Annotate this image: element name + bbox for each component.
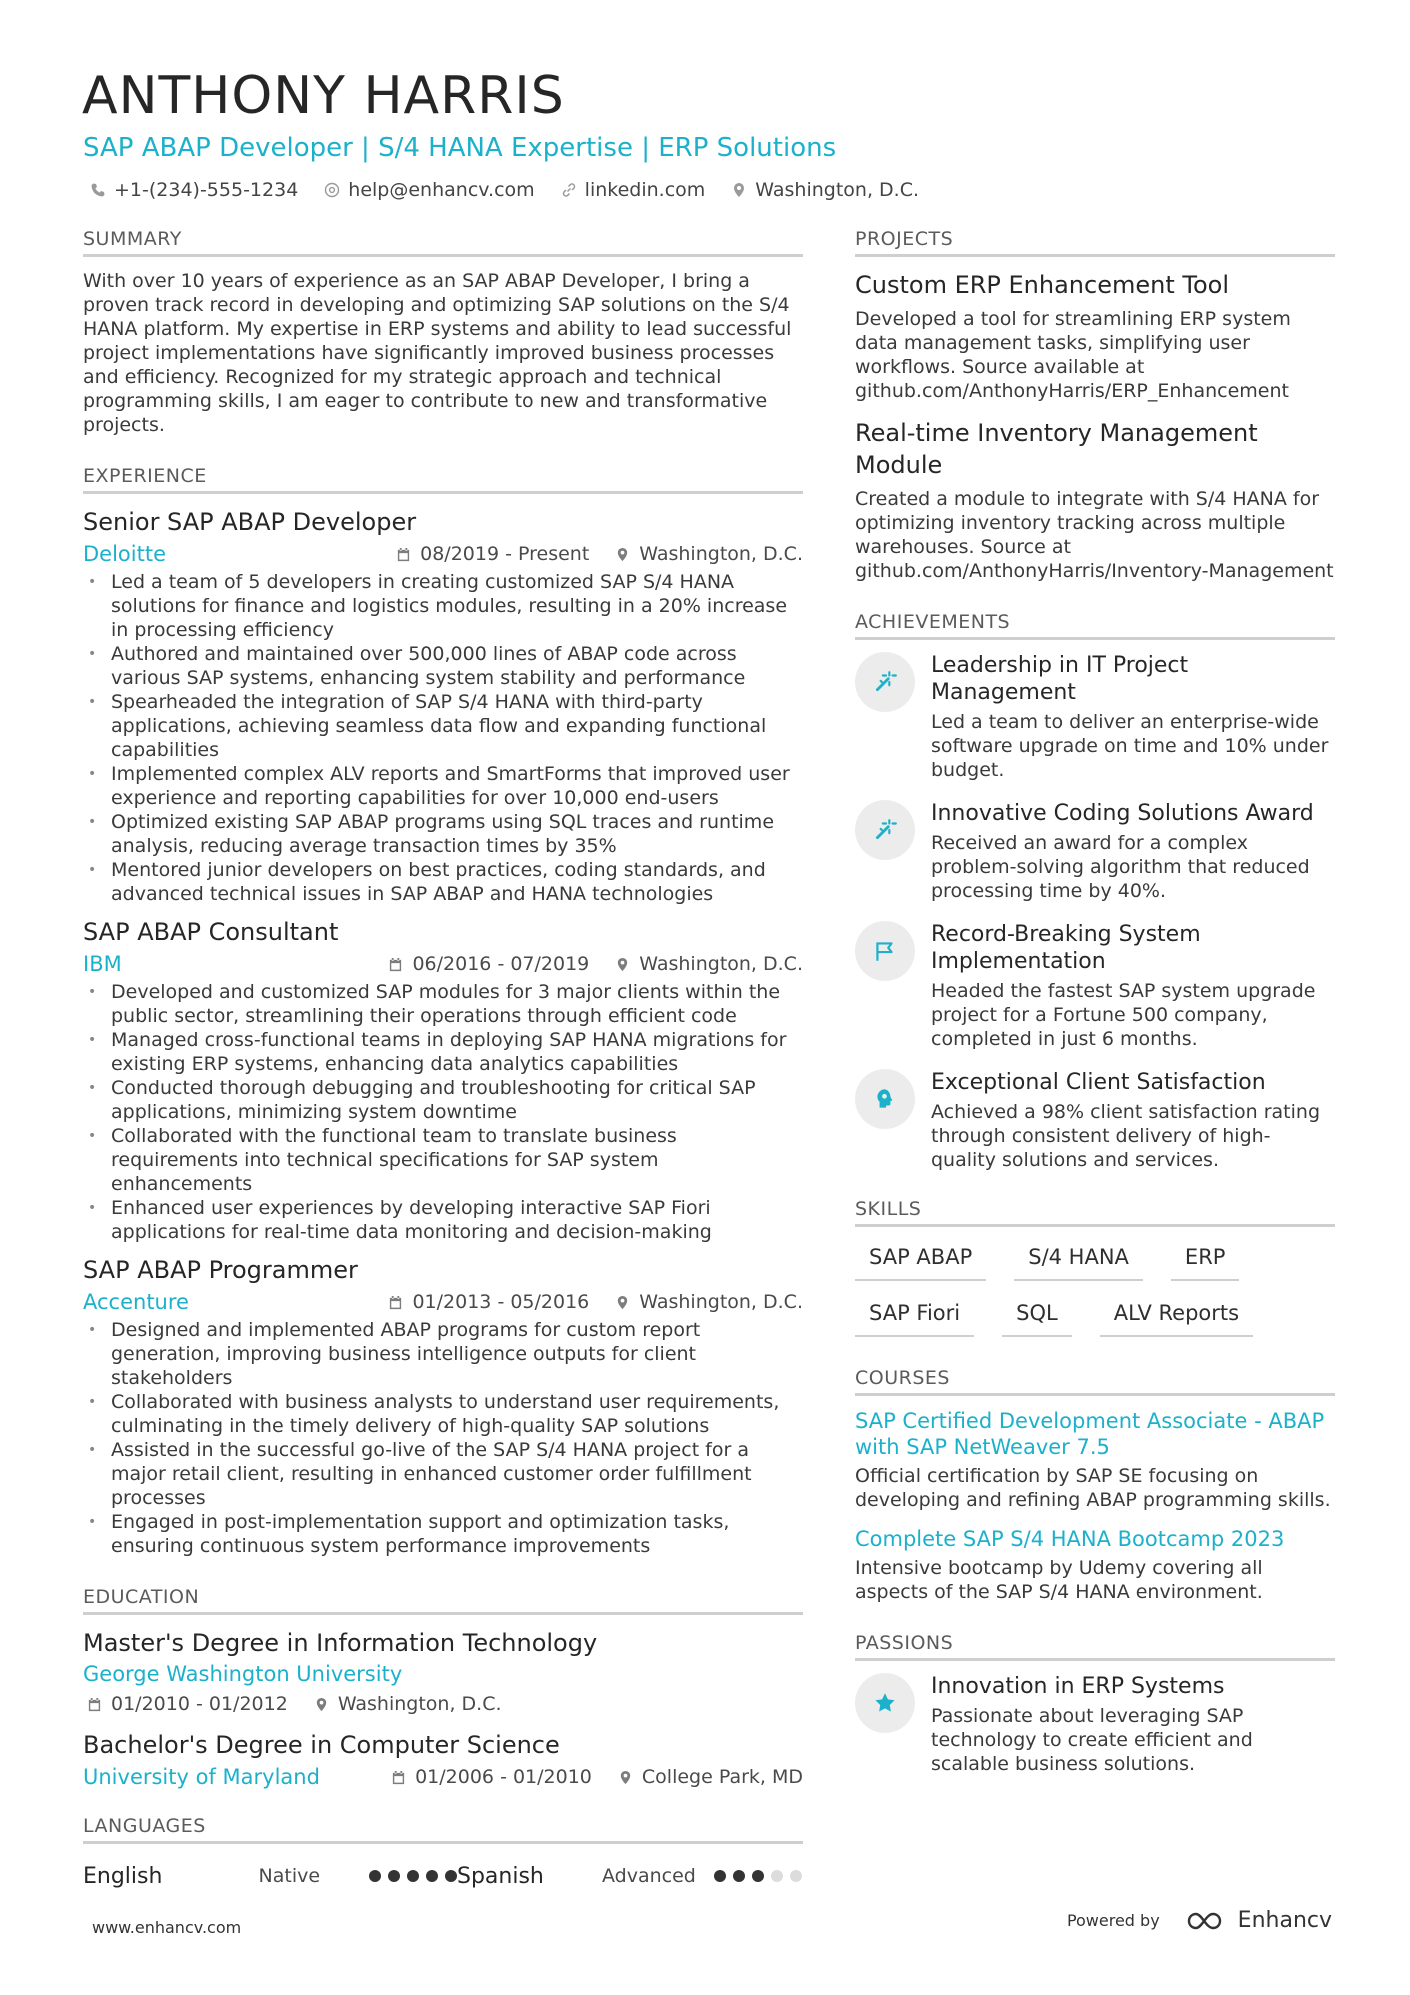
head-idea-icon	[872, 1086, 898, 1112]
job-meta	[83, 1286, 803, 1318]
project-description: Created a module to integrate with S/4 HANA for optimizing inventory tracking across multiple warehouses. Source at github.com/AnthonyHarris/Inventory-Management	[855, 488, 1334, 582]
skills-heading: SKILLS	[855, 1198, 1335, 1227]
at-icon	[324, 182, 340, 198]
job-meta	[83, 538, 803, 570]
language-level: Advanced	[602, 1865, 696, 1887]
project-title: Custom ERP Enhancement Tool	[855, 271, 1229, 299]
rating-dot	[771, 1870, 783, 1882]
education-location	[618, 1766, 803, 1788]
company-name: Deloitte	[83, 542, 166, 566]
calendar-icon	[87, 1697, 102, 1712]
achievement-entry	[855, 921, 1335, 1051]
passion-icon-wrap	[855, 1673, 915, 1733]
rating-dot	[714, 1870, 726, 1882]
achievement-entry	[855, 1069, 1335, 1172]
contact-linkedin	[561, 179, 706, 201]
rating-dot	[407, 1870, 419, 1882]
job-bullet: • Spearheaded the integration of SAP S/4 HANA with third-party applications, achieving seamless data flow and expanding functional capabilities	[83, 690, 803, 762]
language-level: Native	[258, 1865, 321, 1887]
job-entry	[83, 1254, 803, 1558]
powered-by-label: Powered by	[1066, 1911, 1160, 1930]
achievement-icon-wrap	[855, 800, 915, 860]
job-meta-right	[388, 1291, 803, 1313]
magic-wand-icon	[872, 817, 898, 843]
language-name: English	[83, 1863, 163, 1889]
achievement-entry	[855, 652, 1335, 782]
passion-description: Passionate about leveraging SAP technology to create efficient and scalable business solutions.	[931, 1705, 1253, 1775]
footer-branding	[1067, 1908, 1332, 1933]
education-location	[314, 1693, 502, 1715]
course-description: Official certification by SAP SE focusing on developing and refining ABAP programming skills.	[855, 1465, 1331, 1511]
education-location-text: College Park, MD	[641, 1766, 803, 1788]
passion-title: Innovation in ERP Systems	[931, 1674, 1225, 1699]
school-name: University of Maryland	[83, 1765, 320, 1789]
calendar-icon	[391, 1770, 406, 1785]
star-icon	[872, 1690, 898, 1716]
education-dates	[391, 1766, 592, 1788]
job-title: SAP ABAP Consultant	[83, 918, 339, 946]
education-heading: EDUCATION	[83, 1586, 803, 1615]
job-title: Senior SAP ABAP Developer	[83, 508, 417, 536]
job-bullets	[83, 570, 803, 906]
phone-text[interactable]: +1-(234)-555-1234	[114, 179, 299, 201]
education-dates-text: 01/2010 - 01/2012	[111, 1693, 288, 1715]
rating-dot	[369, 1870, 381, 1882]
language-rating	[369, 1870, 457, 1882]
achievement-icon-wrap	[855, 652, 915, 712]
course-description: Intensive bootcamp by Udemy covering all aspects of the SAP S/4 HANA environment.	[855, 1557, 1263, 1603]
job-bullet: • Designed and implemented ABAP programs for custom report generation, improving business intelligence outputs for client stakeholders	[83, 1318, 803, 1390]
achievement-description: Received an award for a complex problem-solving algorithm that reduced processing time by 40%.	[931, 832, 1310, 902]
email-text[interactable]: help@enhancv.com	[348, 179, 535, 201]
course-title[interactable]: Complete SAP S/4 HANA Bootcamp 2023	[855, 1527, 1285, 1551]
contact-phone	[90, 179, 298, 201]
job-bullet: • Conducted thorough debugging and troubleshooting for critical SAP applications, minimizing system downtime	[83, 1076, 803, 1124]
candidate-name: ANTHONY HARRIS	[82, 66, 565, 126]
achievement-entry	[855, 800, 1335, 903]
language-item	[457, 1864, 803, 1889]
achievement-body	[931, 800, 1335, 903]
candidate-headline: SAP ABAP Developer | S/4 HANA Expertise | ERP Solutions	[83, 133, 837, 163]
degree-title: Master's Degree in Information Technology	[83, 1629, 598, 1657]
job-meta-right	[396, 543, 803, 565]
summary-heading: SUMMARY	[83, 228, 803, 257]
map-pin-icon	[618, 1770, 633, 1785]
achievement-icon-wrap	[855, 1069, 915, 1129]
contact-location	[731, 179, 919, 201]
education-entry	[83, 1729, 803, 1793]
passions-heading: PASSIONS	[855, 1632, 1335, 1661]
projects-heading: PROJECTS	[855, 228, 1335, 257]
languages-row	[83, 1856, 803, 1896]
right-column	[855, 228, 1335, 1794]
job-bullet: • Enhanced user experiences by developing interactive SAP Fiori applications for real-time data monitoring and decision-making	[83, 1196, 803, 1244]
rating-dot	[388, 1870, 400, 1882]
map-pin-icon	[615, 547, 630, 562]
skills-list	[855, 1239, 1335, 1337]
language-name: Spanish	[457, 1863, 544, 1889]
enhancv-logo-icon	[1186, 1910, 1230, 1932]
rating-dot	[790, 1870, 802, 1882]
rating-dot	[426, 1870, 438, 1882]
project-entry	[855, 269, 1335, 403]
job-dates	[388, 953, 589, 975]
achievement-title: Exceptional Client Satisfaction	[931, 1070, 1266, 1095]
education-entry	[83, 1627, 803, 1719]
education-meta-right	[391, 1766, 803, 1788]
magic-wand-icon	[872, 669, 898, 695]
education-meta	[83, 1689, 803, 1719]
education-dates	[87, 1693, 288, 1715]
map-pin-icon	[314, 1697, 329, 1712]
skill-tag: SQL	[1002, 1301, 1072, 1337]
job-bullet: • Managed cross-functional teams in deploying SAP HANA migrations for existing ERP systems, enhancing data analytics capabilities	[83, 1028, 803, 1076]
skill-tag: SAP ABAP	[855, 1245, 986, 1281]
map-pin-icon	[731, 182, 747, 198]
achievement-body	[931, 921, 1335, 1051]
link-icon	[561, 182, 577, 198]
achievement-body	[931, 652, 1335, 782]
map-pin-icon	[615, 1295, 630, 1310]
job-bullet: • Collaborated with the functional team to translate business requirements into technical specifications for SAP system enhancements	[83, 1124, 803, 1196]
skill-tag: ALV Reports	[1100, 1301, 1253, 1337]
job-bullet: • Engaged in post-implementation support and optimization tasks, ensuring continuous system performance improvements	[83, 1510, 803, 1558]
job-meta-right	[388, 953, 803, 975]
achievement-body	[931, 1069, 1335, 1172]
job-bullet: • Collaborated with business analysts to understand user requirements, culminating in the timely delivery of high-quality SAP solutions	[83, 1390, 803, 1438]
skill-tag: SAP Fiori	[855, 1301, 974, 1337]
achievement-description: Led a team to deliver an enterprise-wide software upgrade on time and 10% under budget.	[931, 711, 1329, 781]
achievement-title: Leadership in IT Project Management	[931, 653, 1189, 705]
education-location-text: Washington, D.C.	[337, 1693, 502, 1715]
linkedin-text[interactable]: linkedin.com	[584, 179, 706, 201]
skill-tag: S/4 HANA	[1014, 1245, 1143, 1281]
job-bullets	[83, 1318, 803, 1558]
achievement-description: Achieved a 98% client satisfaction rating through consistent delivery of high-quality solutions and services.	[931, 1101, 1320, 1171]
achievement-title: Record-Breaking System Implementation	[931, 922, 1201, 974]
language-item	[83, 1864, 457, 1889]
job-meta	[83, 948, 803, 980]
contact-row	[90, 179, 919, 201]
rating-dot	[752, 1870, 764, 1882]
courses-heading: COURSES	[855, 1367, 1335, 1396]
course-entry	[855, 1408, 1335, 1512]
job-bullet: • Optimized existing SAP ABAP programs using SQL traces and runtime analysis, reducing average transaction times by 35%	[83, 810, 803, 858]
job-location-text: Washington, D.C.	[639, 543, 803, 565]
job-bullet: • Authored and maintained over 500,000 lines of ABAP code across various SAP systems, enhancing system stability and performance	[83, 642, 803, 690]
footer-website[interactable]: www.enhancv.com	[92, 1918, 242, 1937]
language-rating	[714, 1870, 802, 1882]
experience-heading: EXPERIENCE	[83, 465, 803, 494]
job-dates	[388, 1291, 589, 1313]
job-bullet: • Developed and customized SAP modules for 3 major clients within the public sector, streamlining their operations through efficient code	[83, 980, 803, 1028]
flag-icon	[872, 938, 898, 964]
rating-dot	[733, 1870, 745, 1882]
job-entry	[83, 916, 803, 1244]
education-meta	[83, 1761, 803, 1793]
calendar-icon	[396, 547, 411, 562]
project-entry	[855, 417, 1335, 583]
job-dates-text: 08/2019 - Present	[420, 543, 590, 565]
achievements-heading: ACHIEVEMENTS	[855, 611, 1335, 640]
calendar-icon	[388, 957, 403, 972]
job-entry	[83, 506, 803, 906]
company-name: IBM	[83, 952, 122, 976]
location-text: Washington, D.C.	[755, 179, 920, 201]
rating-dot	[445, 1870, 457, 1882]
left-column	[83, 228, 803, 1896]
phone-icon	[90, 182, 106, 198]
job-location	[615, 543, 803, 565]
contact-email	[324, 179, 534, 201]
education-dates-text: 01/2006 - 01/2010	[415, 1766, 592, 1788]
project-description: Developed a tool for streamlining ERP system data management tasks, simplifying user workflows. Source available at github.com/AnthonyHarris/ERP_Enhancement	[855, 308, 1291, 402]
passion-entry	[855, 1673, 1335, 1776]
job-bullet: • Assisted in the successful go-live of the SAP S/4 HANA project for a major retail client, resulting in enhanced customer order fulfillment processes	[83, 1438, 803, 1510]
achievement-description: Headed the fastest SAP system upgrade project for a Fortune 500 company, completed in just 6 months.	[931, 980, 1316, 1050]
project-title: Real-time Inventory Management Module	[855, 419, 1258, 479]
job-location	[615, 953, 803, 975]
job-bullet: • Mentored junior developers on best practices, coding standards, and advanced technical issues in SAP ABAP and HANA technologies	[83, 858, 803, 906]
job-bullets	[83, 980, 803, 1244]
course-entry	[855, 1526, 1335, 1604]
job-location-text: Washington, D.C.	[639, 953, 803, 975]
job-bullet: • Led a team of 5 developers in creating customized SAP S/4 HANA solutions for finance and logistics modules, resulting in a 20% increase in processing efficiency	[83, 570, 803, 642]
job-location	[615, 1291, 803, 1313]
job-dates-text: 01/2013 - 05/2016	[412, 1291, 590, 1313]
brand-logo[interactable]	[1186, 1908, 1332, 1933]
company-name: Accenture	[83, 1290, 189, 1314]
job-dates-text: 06/2016 - 07/2019	[412, 953, 590, 975]
achievement-icon-wrap	[855, 921, 915, 981]
passion-body	[931, 1673, 1335, 1776]
calendar-icon	[388, 1295, 403, 1310]
brand-name: Enhancv	[1237, 1908, 1332, 1933]
degree-title: Bachelor's Degree in Computer Science	[83, 1731, 560, 1759]
languages-heading: LANGUAGES	[83, 1815, 803, 1844]
summary-text: With over 10 years of experience as an SAP ABAP Developer, I bring a proven track record in developing and optimizing SAP solutions on the S/4 HANA platform. My expertise in ERP systems and ability to lead successful project implementations have significantly improved business processes and efficiency. Recognized for my strategic approach and technical programming skills, I am eager to contribute to new and transformative projects.	[83, 270, 792, 436]
course-title[interactable]: SAP Certified Development Associate - ABAP with SAP NetWeaver 7.5	[855, 1409, 1325, 1459]
school-name: George Washington University	[83, 1662, 403, 1686]
skill-tag: ERP	[1171, 1245, 1240, 1281]
job-dates	[396, 543, 589, 565]
achievement-title: Innovative Coding Solutions Award	[931, 801, 1314, 826]
job-location-text: Washington, D.C.	[639, 1291, 803, 1313]
job-title: SAP ABAP Programmer	[83, 1256, 358, 1284]
job-bullet: • Implemented complex ALV reports and SmartForms that improved user experience and reporting capabilities for over 10,000 end-users	[83, 762, 803, 810]
map-pin-icon	[615, 957, 630, 972]
